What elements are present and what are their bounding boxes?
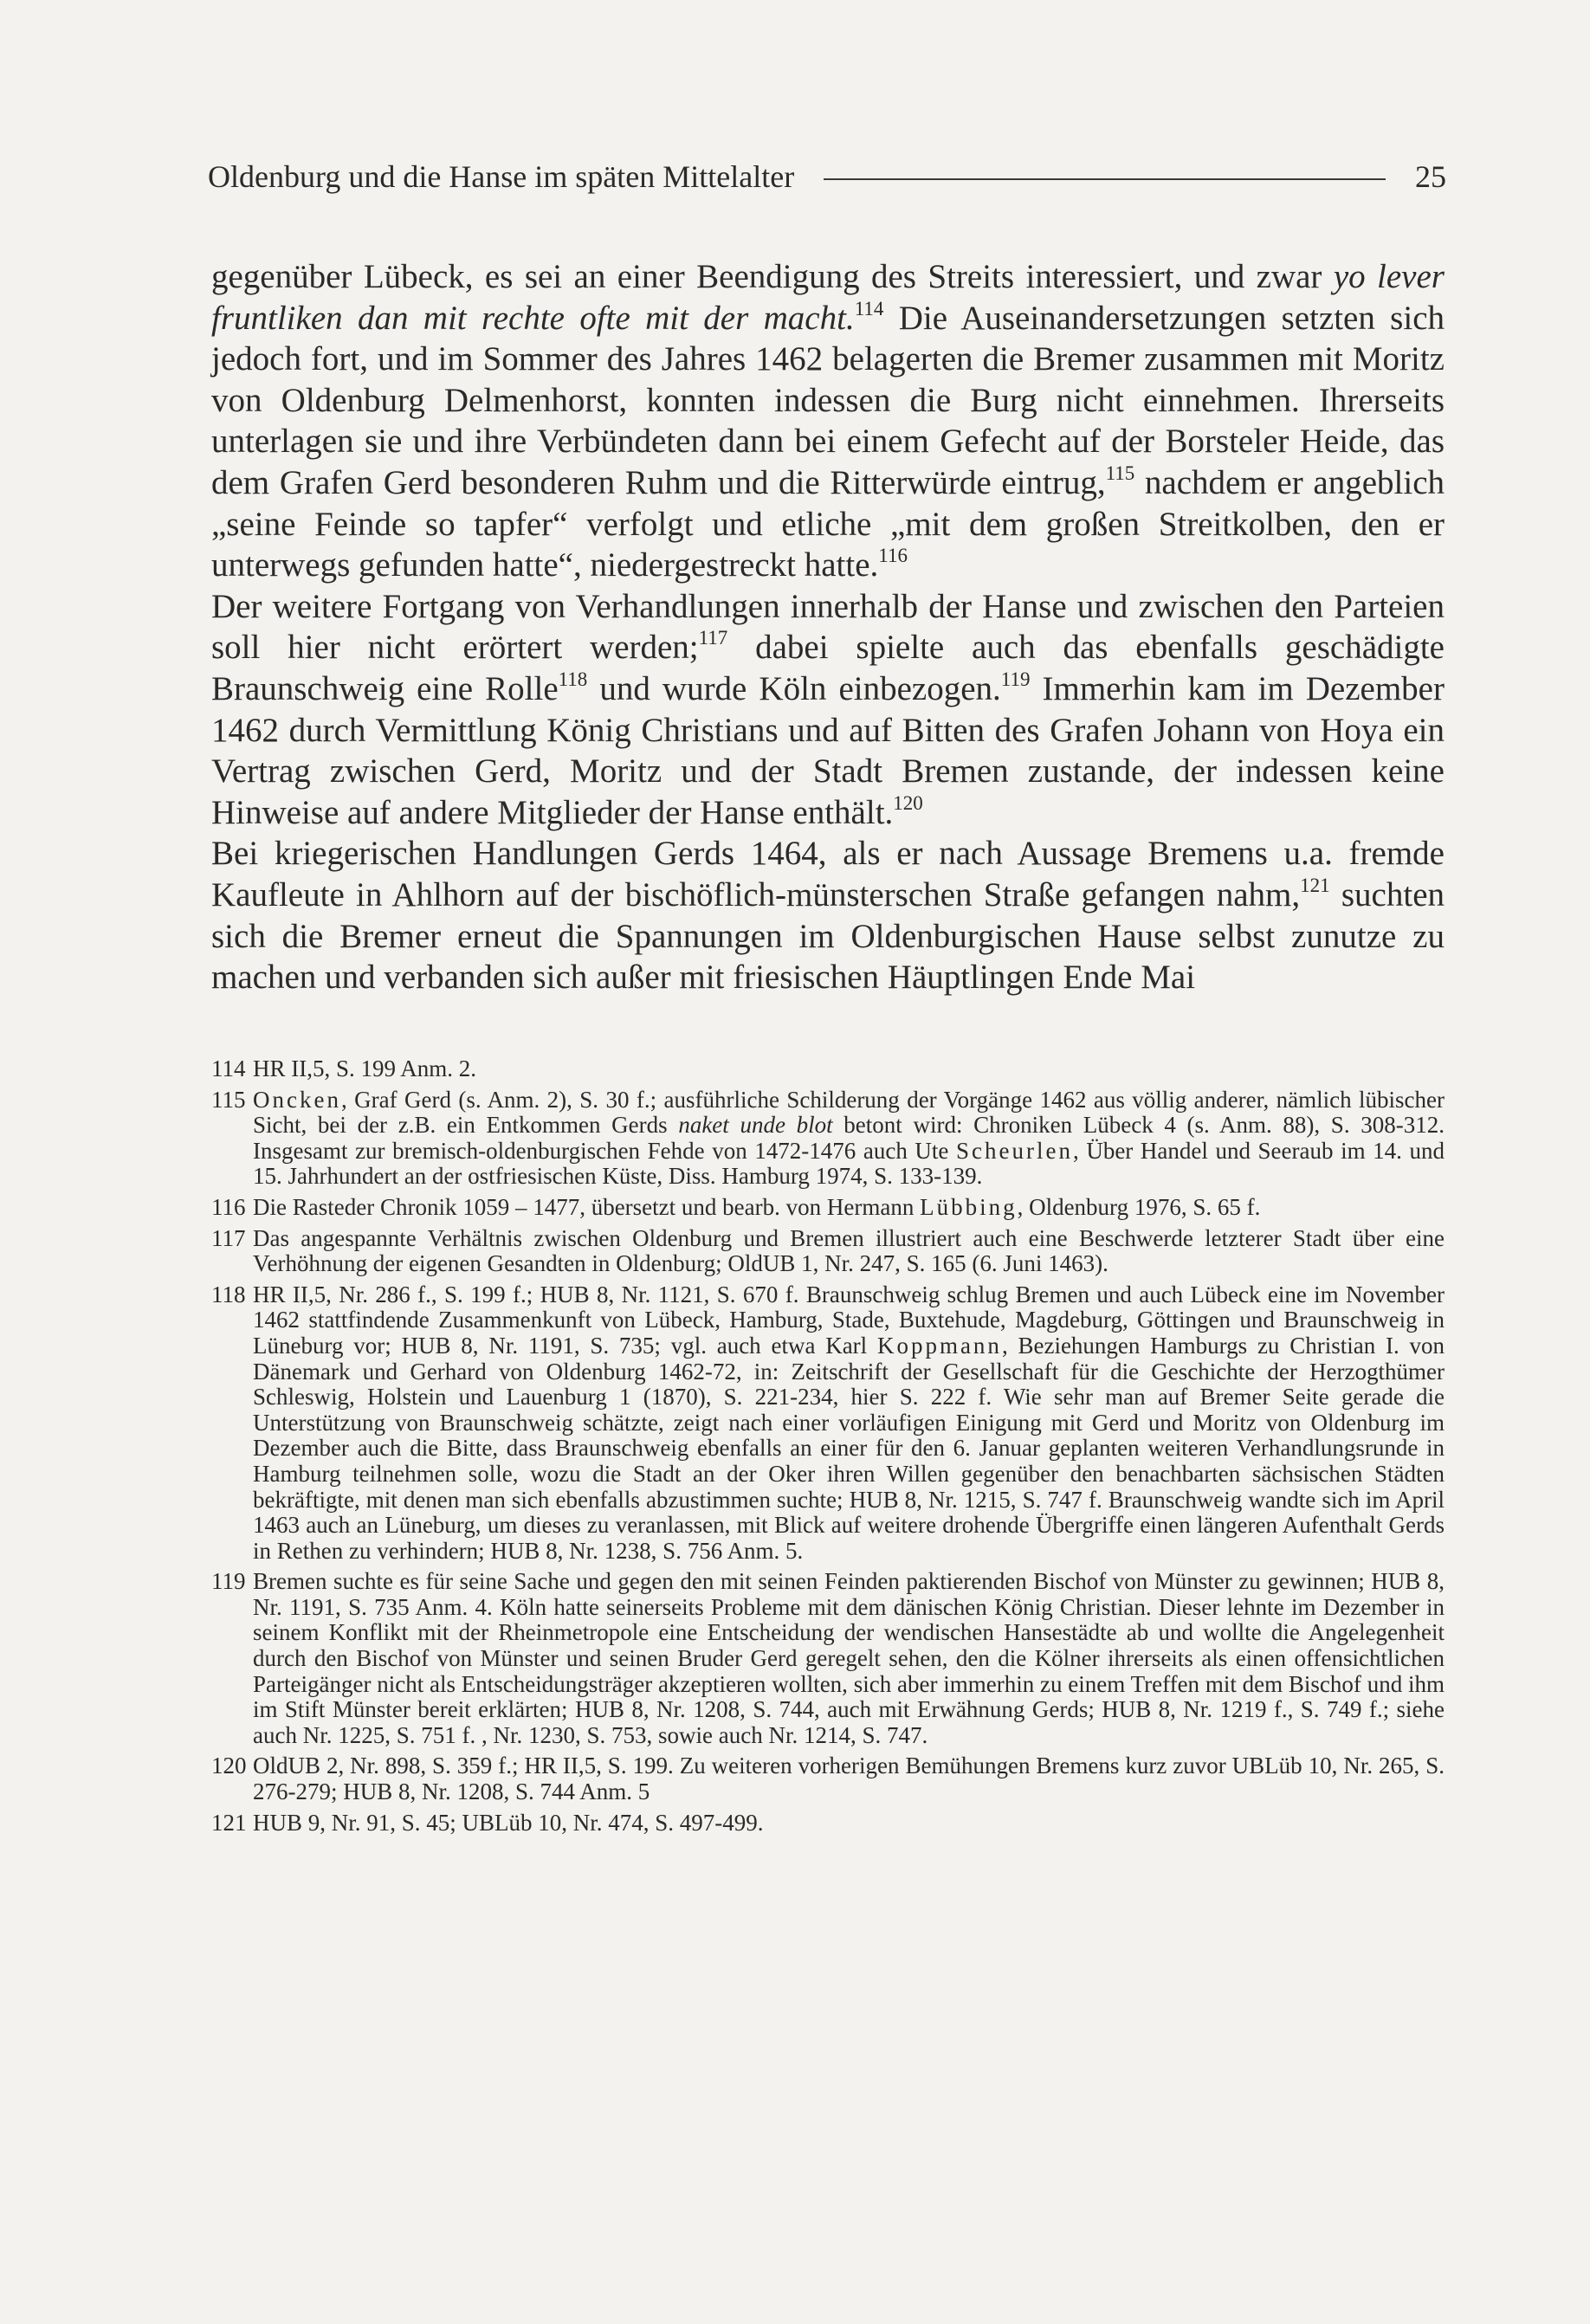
footnote-ref-120[interactable]: 120	[893, 791, 923, 814]
footnote-text: OldUB 2, Nr. 898, S. 359 f.; HR II,5, S. 199. Zu weiteren vorherigen Bemühungen Bremens kurz zuvor UBLüb 10, Nr. 265, S. 276-279; HUB 8, Nr. 1208, S. 744 Anm. 5	[253, 1753, 1445, 1805]
footnote-ref-121[interactable]: 121	[1300, 874, 1330, 896]
footnote-text: HR II,5, Nr. 286 f., S. 199 f.; HUB 8, Nr. 1121, S. 670 f. Braunschweig schlug Bremen und auch Lübeck eine im November 1462 stattfindende Zusammenkunft von Lübeck, Hamburg, Stade, Buxtehude, Magdeburg, Göttingen und Braunschweig in Lüneburg vor; HUB 8, Nr. 1191, S. 735; vgl. auch etwa Karl Koppmann, Beziehungen Hamburgs zu Christian I. von Dänemark und Gerhard von Oldenburg 1462-72, in: Zeitschrift der Gesellschaft für die Geschichte der Herzogthümer Schleswig, Holstein und Lauenburg 1 (1870), S. 221-234, hier S. 222 f. Wie sehr man auf Bremer Seite gerade die Unterstützung von Braunschweig schätzte, zeigt nach einer vorläufigen Einigung mit Gerd und Moritz von Oldenburg im Dezember auch die Bitte, dass Braunschweig ebenfalls an einer für den 6. Januar geplanten weiteren Verhandlungsrunde in Hamburg teilnehmen solle, wozu die Stadt an der Oker ihren Willen gegenüber den benachbarten sächsischen Städten bekräftigte, mit denen man sich ebenfalls abzustimmen suchte; HUB 8, Nr. 1215, S. 747 f. Braunschweig wandte sich im April 1463 auch an Lüneburg, um dieses zu veranlassen, mit Blick auf weitere drohende Übergriffe einen längeren Aufenthalt Gerds in Rethen zu verhindern; HUB 8, Nr. 1238, S. 756 Anm. 5.	[253, 1281, 1445, 1564]
footnote-number: 116	[211, 1193, 246, 1220]
author-name: Koppmann	[876, 1332, 1002, 1359]
footnote-ref-116[interactable]: 116	[878, 545, 908, 567]
footnote-number: 120	[211, 1753, 247, 1779]
footnote-119	[211, 1569, 1445, 1748]
paragraph-2: Der weitere Fortgang von Verhandlungen innerhalb der Hanse und zwischen den Parteien soll hier nicht erörtert werden;$^{117}$ dabei spielte auch das ebenfalls geschädigte Braunschweig eine Rolle$^{118}$ und wurde Köln einbezogen.$^{119}$ Immerhin kam im Dezember 1462 durch Vermittlung König Christians und auf Bitten des Grafen Johann von Hoya ein Vertrag zwischen Gerd, Moritz und der Stadt Bremen zustande, der indessen keine Hinweise auf andere Mitglieder der Hanse enthält.$^{120}$	[211, 587, 1445, 831]
footnote-number: 119	[211, 1568, 246, 1595]
author-name: Scheurlen	[956, 1137, 1073, 1164]
footnote-121	[211, 1811, 1445, 1837]
footnote-text: HR II,5, S. 199 Anm. 2.	[253, 1055, 477, 1081]
footnote-ref-118[interactable]: 118	[558, 668, 588, 690]
footnote-118	[211, 1282, 1445, 1565]
footnote-ref-117[interactable]: 117	[698, 627, 728, 649]
footnote-ref-115[interactable]: 115	[1105, 462, 1135, 484]
footnote-text: Das angespannte Verhältnis zwischen Oldenburg und Bremen illustriert auch eine Beschwerde letzterer Stadt über eine Verhöhnung der eigenen Gesandten in Oldenburg; OldUB 1, Nr. 247, S. 165 (6. Juni 1463).	[253, 1224, 1445, 1277]
footnote-number: 117	[211, 1224, 246, 1251]
footnote-120	[211, 1753, 1445, 1804]
footnote-116	[211, 1195, 1445, 1221]
running-header	[208, 152, 1446, 201]
footnote-117	[211, 1226, 1445, 1277]
author-name: Oncken	[253, 1086, 341, 1113]
running-title: Oldenburg und die Hanse im späten Mittelalter	[208, 159, 795, 194]
footnote-text: Die Rasteder Chronik 1059 – 1477, übersetzt und bearb. von Hermann Lübbing, Oldenburg 1976, S. 65 f.	[253, 1193, 1261, 1220]
footnote-number: 121	[211, 1809, 247, 1836]
quote-italic: naket unde blot	[678, 1112, 833, 1139]
main-text	[211, 256, 1445, 998]
paragraph-1: gegenüber Lübeck, es sei an einer Beendigung des Streits interessiert, und zwar yo lever fruntliken dan mit rechte ofte mit der macht.$^{114}$ Die Auseinandersetzungen setzten sich jedoch fort, und im Sommer des Jahres 1462 belagerten die Bremer zusammen mit Moritz von Oldenburg Delmenhorst, konnten indessen die Burg nicht einnehmen. Ihrerseits unterlagen sie und ihre Verbündeten dann bei einem Gefecht auf der Borsteler Heide, das dem Grafen Gerd besonderen Ruhm und die Ritterwürde eintrug,$^{115}$ nachdem er angeblich „seine Feinde so tapfer“ verfolgt und etliche „mit dem großen Streitkolben, den er unterwegs gefunden hatte“, niedergestreckt hatte.$^{116}$	[211, 258, 1445, 584]
footnote-text: HUB 9, Nr. 91, S. 45; UBLüb 10, Nr. 474, S. 497-499.	[253, 1809, 764, 1836]
page-number: 25	[1415, 159, 1446, 194]
footnote-number: 114	[211, 1055, 246, 1081]
footnote-ref-119[interactable]: 119	[1000, 668, 1031, 690]
footnote-115	[211, 1088, 1445, 1190]
quote-italic: yo lever fruntliken dan mit rechte ofte mit der macht.	[211, 258, 1445, 337]
footnote-114	[211, 1056, 1445, 1082]
footnotes	[211, 1056, 1445, 1841]
footnote-number: 118	[211, 1281, 246, 1307]
footnote-text: Oncken, Graf Gerd (s. Anm. 2), S. 30 f.; ausführliche Schilderung der Vorgänge 1462 aus völlig anderer, nämlich lübischer Sicht, bei der z.B. ein Entkommen Gerds naket unde blot betont wird: Chroniken Lübeck 4 (s. Anm. 88), S. 308-312. Insgesamt zur bremisch-oldenburgischen Fehde von 1472-1476 auch Ute Scheurlen, Über Handel und Seeraub im 14. und 15. Jahrhundert an der ostfriesischen Küste, Diss. Hamburg 1974, S. 133-139.	[253, 1086, 1445, 1190]
paragraph-3: Bei kriegerischen Handlungen Gerds 1464, als er nach Aussage Bremens u.a. fremde Kaufleute in Ahlhorn auf der bischöflich-münsterschen Straße gefangen nahm,$^{121}$ suchten sich die Bremer erneut die Spannungen im Oldenburgischen Hause selbst zunutze zu machen und verbanden sich außer mit friesischen Häuptlingen Ende Mai	[211, 835, 1445, 997]
header-rule	[824, 178, 1386, 180]
footnote-text: Bremen suchte es für seine Sache und gegen den mit seinen Feinden paktierenden Bischof von Münster zu gewinnen; HUB 8, Nr. 1191, S. 735 Anm. 4. Köln hatte seinerseits Probleme mit dem dänischen König Christian. Dieser lehnte im Dezember in seinem Konflikt mit der Rheinmetropole eine Entscheidung der wendischen Hansestädte ab und wollte die Angelegenheit durch den Bischof von Münster und seinen Bruder Gerd geregelt sehen, den die Kölner ihrerseits als einen offensichtlichen Parteigänger nicht als Entscheidungsträger akzeptieren wollten, sich aber immerhin zu einem Treffen mit dem Bischof und ihm im Stift Münster bereit erklärten; HUB 8, Nr. 1208, S. 744, auch mit Erwähnung Gerds; HUB 8, Nr. 1219 f., S. 749 f.; siehe auch Nr. 1225, S. 751 f. , Nr. 1230, S. 753, sowie auch Nr. 1214, S. 747.	[253, 1568, 1445, 1748]
footnote-number: 115	[211, 1086, 246, 1113]
footnote-ref-114[interactable]: 114	[854, 297, 884, 320]
author-name: Lübbing	[920, 1193, 1018, 1220]
